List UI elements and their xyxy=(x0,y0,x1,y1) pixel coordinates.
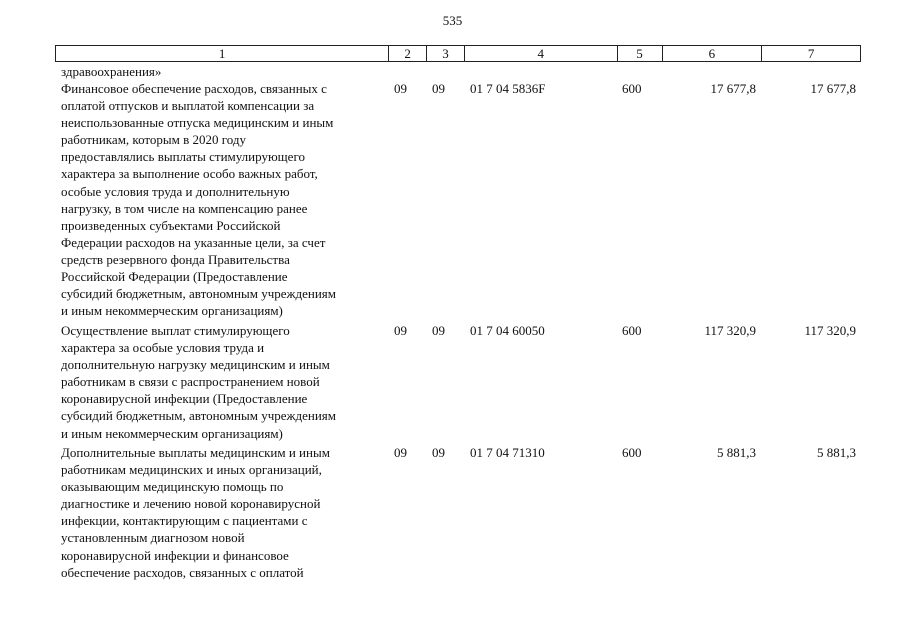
column-header-2: 2 xyxy=(388,46,426,61)
description-line: установленным диагнозом новой xyxy=(61,530,245,546)
column-header-3: 3 xyxy=(426,46,464,61)
expense-type-code: 600 xyxy=(622,445,642,460)
description-line: субсидий бюджетным, автономным учреждениям xyxy=(61,286,336,302)
description-line: обеспечение расходов, связанных с оплатой xyxy=(61,564,304,580)
column-header-7: 7 xyxy=(761,46,860,61)
subsection-code: 09 xyxy=(432,81,445,96)
subsection-code: 09 xyxy=(432,445,445,460)
description-line: Дополнительные выплаты медицинским и иным xyxy=(61,445,330,460)
table-header xyxy=(55,45,861,62)
description-line: работникам, которым в 2020 году xyxy=(61,132,247,148)
target-article-code: 01 7 04 60050 xyxy=(470,323,545,338)
description-line: произведенных субъектами Российской xyxy=(61,217,281,233)
column-header-1: 1 xyxy=(218,46,226,61)
description-line: диагностике и лечению новой коронавирусной xyxy=(61,496,321,512)
subsection-code: 09 xyxy=(432,323,445,338)
amount-column-7: 117 320,9 xyxy=(804,323,856,338)
description-line: средств резервного фонда Правительства xyxy=(61,251,290,267)
column-header-6: 6 xyxy=(662,46,762,61)
description-line: коронавирусной инфекции и финансовое xyxy=(61,547,289,563)
amount-column-6: 5 881,3 xyxy=(717,445,756,460)
row-description xyxy=(61,444,386,581)
continuation-text: здравоохранения» xyxy=(61,64,162,79)
description-line: и иным некоммерческим организациям) xyxy=(61,425,283,441)
amount-column-6: 117 320,9 xyxy=(704,323,756,338)
description-line: предоставлялись выплаты стимулирующего xyxy=(61,149,305,165)
description-line: коронавирусной инфекции (Предоставление xyxy=(61,391,308,407)
section-code: 09 xyxy=(394,445,407,460)
description-line: Российской Федерации (Предоставление xyxy=(61,269,288,285)
target-article-code: 01 7 04 5836F xyxy=(470,81,546,96)
row-description xyxy=(61,322,386,442)
description-line: оказывающим медицинскую помощь по xyxy=(61,479,284,495)
column-header-4: 4 xyxy=(464,46,617,61)
description-line: особые условия труда и дополнительную xyxy=(61,183,290,199)
expense-type-code: 600 xyxy=(622,323,642,338)
description-line: оплатой отпусков и выплатой компенсации за xyxy=(61,98,315,114)
description-line: дополнительную нагрузку медицинским и иным xyxy=(61,357,330,373)
description-line: Федерации расходов на указанные цели, за счет xyxy=(61,234,326,250)
description-line: работникам медицинских и иных организаций, xyxy=(61,462,322,478)
target-article-code: 01 7 04 71310 xyxy=(470,445,545,460)
amount-column-6: 17 677,8 xyxy=(710,81,756,96)
description-line: Осуществление выплат стимулирующего xyxy=(61,323,290,338)
amount-column-7: 17 677,8 xyxy=(810,81,856,96)
description-line: субсидий бюджетным, автономным учреждениям xyxy=(61,408,336,424)
description-line: работникам в связи с распространением новой xyxy=(61,374,320,390)
description-line: Финансовое обеспечение расходов, связанных с xyxy=(61,81,327,96)
description-line: неиспользованные отпуска медицинским и иным xyxy=(61,115,334,131)
expense-type-code: 600 xyxy=(622,81,642,96)
description-line: инфекции, контактирующим с пациентами с xyxy=(61,513,308,529)
description-line: и иным некоммерческим организациям) xyxy=(61,303,283,319)
section-code: 09 xyxy=(394,81,407,96)
description-line: нагрузку, в том числе на компенсацию ранее xyxy=(61,200,308,216)
description-line: характера за выполнение особо важных работ, xyxy=(61,166,318,182)
row-description xyxy=(61,80,386,319)
column-header-5: 5 xyxy=(617,46,662,61)
amount-column-7: 5 881,3 xyxy=(817,445,856,460)
description-line: характера за особые условия труда и xyxy=(61,340,265,356)
section-code: 09 xyxy=(394,323,407,338)
page-number: 535 xyxy=(442,13,463,28)
